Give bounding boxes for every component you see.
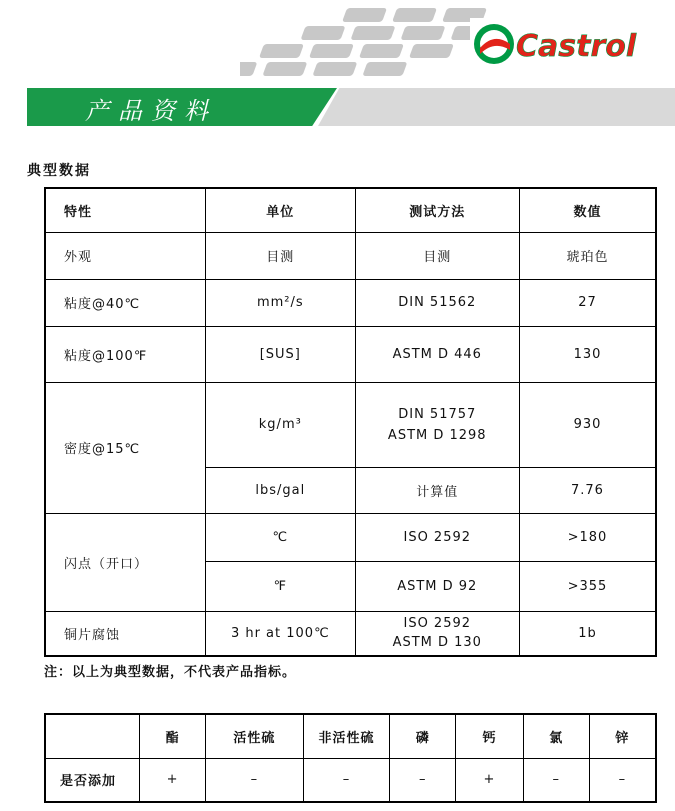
column-header: 数值 [519,188,656,232]
method-line: ASTM D 1298 [387,427,487,443]
additive-header-row [45,714,656,758]
column-header: 特性 [45,188,206,232]
column-header: 钙 [456,714,524,758]
table-note: 注：以上为典型数据，不代表产品指标。 [44,665,297,680]
row-label: 是否添加 [45,758,140,802]
value-cell: 1b [519,611,656,656]
value-cell: >355 [519,561,656,611]
additive-value: – [589,758,656,802]
method-cell: 目测 [355,232,519,279]
additive-value: – [206,758,304,802]
property-cell: 外观 [45,232,206,279]
property-cell: 密度@15℃ [45,382,206,513]
unit-cell: kg/m³ [206,382,356,467]
additive-table [44,713,657,803]
table-row [45,382,656,467]
value-cell: 930 [519,382,656,467]
additive-row [45,758,656,802]
column-header: 测试方法 [355,188,519,232]
table-row [45,279,656,326]
table-row [45,513,656,561]
column-header: 单位 [206,188,356,232]
value-cell: 130 [519,326,656,382]
method-cell: DIN 51562 [355,279,519,326]
property-cell: 粘度@40℃ [45,279,206,326]
method-cell [355,611,519,656]
method-cell [355,382,519,467]
method-cell: ASTM D 446 [355,326,519,382]
column-header [45,714,140,758]
value-cell: 琥珀色 [519,232,656,279]
unit-cell: 3 hr at 100℃ [206,611,356,656]
header-gray-bar [318,88,675,126]
table-row [45,326,656,382]
section-heading: 典型数据 [27,163,91,179]
additive-value: + [456,758,524,802]
castrol-logo [470,18,655,70]
additive-value: – [303,758,390,802]
column-header: 酯 [140,714,206,758]
castrol-wordmark: Castrol [516,29,637,64]
unit-cell: ℉ [206,561,356,611]
page-title: 产品资料 [85,97,217,125]
value-cell: 27 [519,279,656,326]
unit-cell: 目测 [206,232,356,279]
method-line: ASTM D 130 [392,635,482,651]
table-row [45,232,656,279]
unit-cell: lbs/gal [206,467,356,513]
column-header: 锌 [589,714,656,758]
column-header: 活性硫 [206,714,304,758]
method-line: ISO 2592 [403,616,472,632]
additive-value: – [523,758,589,802]
table-row [45,611,656,656]
method-line: DIN 51757 [398,406,477,422]
method-cell: ASTM D 92 [355,561,519,611]
property-cell: 闪点（开口） [45,513,206,611]
typical-data-table [44,187,657,657]
column-header: 氯 [523,714,589,758]
property-cell: 铜片腐蚀 [45,611,206,656]
unit-cell: ℃ [206,513,356,561]
castrol-emblem-icon [474,24,514,64]
additive-value: – [390,758,456,802]
column-header: 非活性硫 [303,714,390,758]
method-cell: ISO 2592 [355,513,519,561]
method-cell: 计算值 [355,467,519,513]
value-cell: 7.76 [519,467,656,513]
table-header-row [45,188,656,232]
unit-cell: [SUS] [206,326,356,382]
column-header: 磷 [390,714,456,758]
value-cell: >180 [519,513,656,561]
property-cell: 粘度@100℉ [45,326,206,382]
additive-value: + [140,758,206,802]
unit-cell: mm²/s [206,279,356,326]
